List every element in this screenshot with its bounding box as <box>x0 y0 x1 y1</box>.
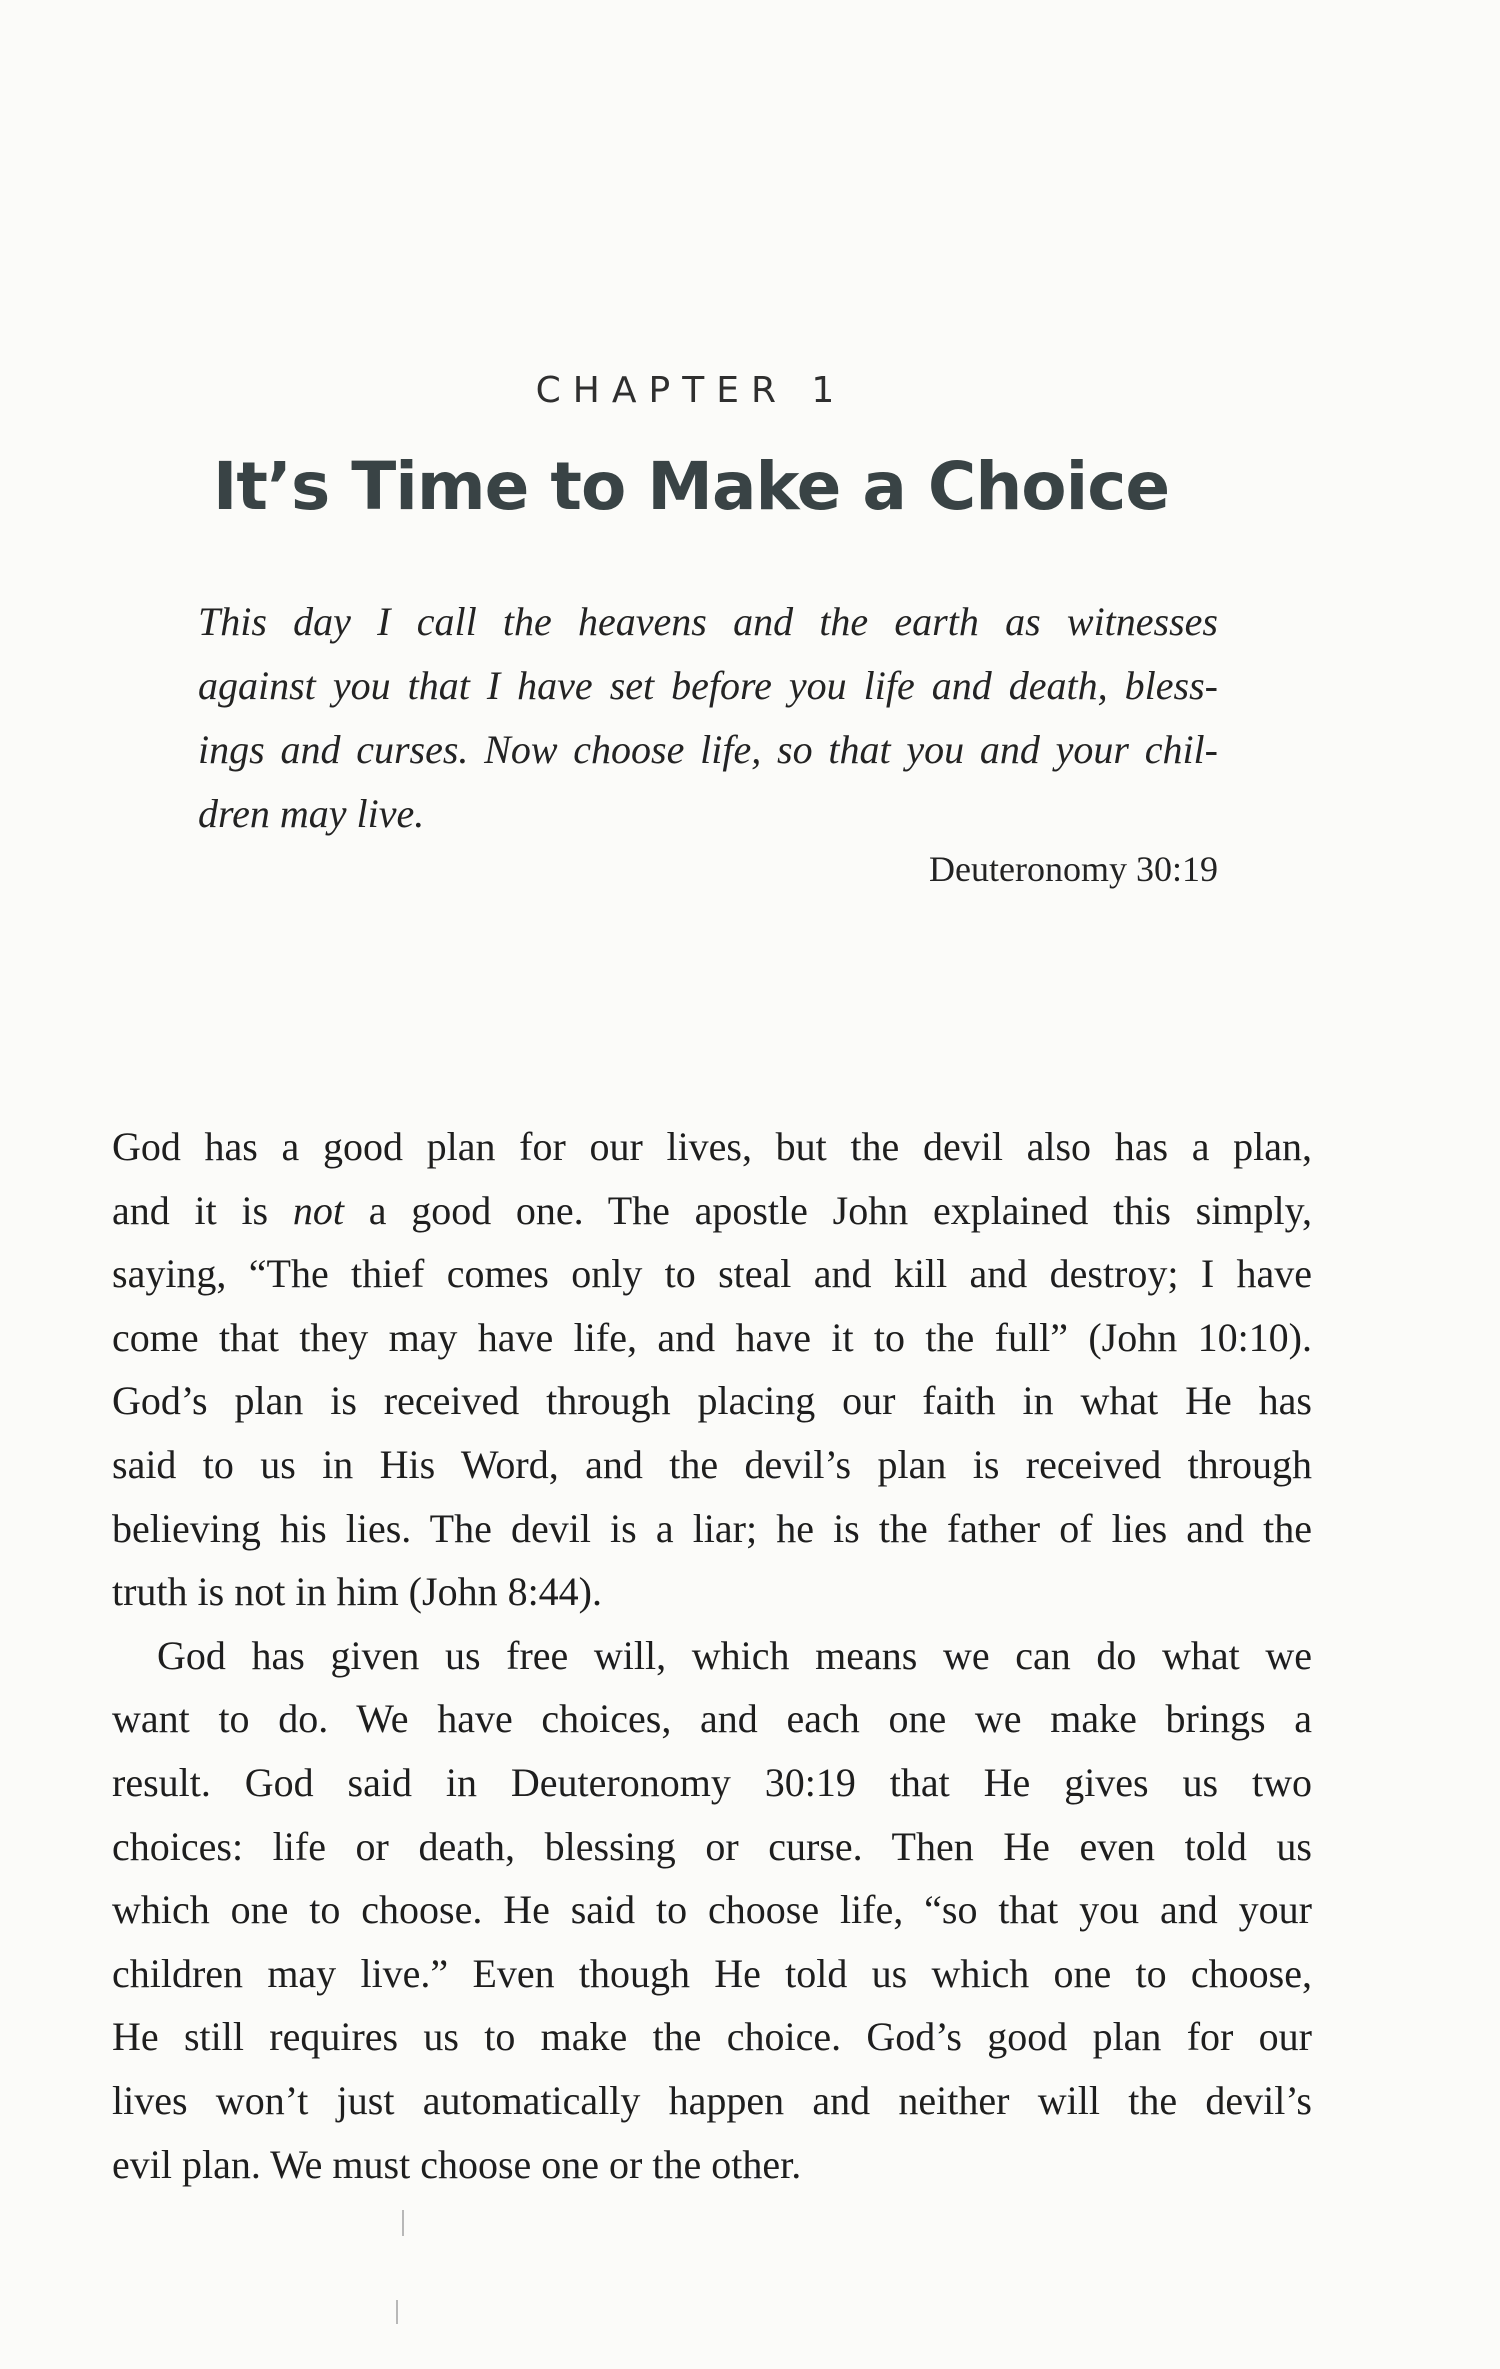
body-line: lives won’t just automatically happen and neither will the devil’s <box>112 2077 1312 2123</box>
epigraph-quote <box>198 590 1218 846</box>
body-line: evil plan. We must choose one or the other. <box>112 2141 802 2187</box>
scan-mark <box>402 2210 404 2236</box>
epigraph-reference: Deuteronomy 30:19 <box>929 849 1218 889</box>
epigraph-line: dren may live. <box>198 791 425 836</box>
body-line: truth is not in him (John 8:44). <box>112 1569 602 1615</box>
emphasis-not: not <box>292 1187 344 1233</box>
body-line: saying, “The thief comes only to steal and kill and destroy; I have <box>112 1251 1312 1297</box>
chapter-label: CHAPTER 1 <box>535 370 847 411</box>
body-line: result. God said in Deuteronomy 30:19 that He gives us two <box>112 1759 1312 1805</box>
body-line-with-emphasis: and it is not a good one. The apostle John explained this simply, <box>112 1187 1312 1233</box>
epigraph-line: against you that I have set before you life and death, bless- <box>198 663 1218 708</box>
paragraph-1 <box>112 1115 1312 1624</box>
body-line: believing his lies. The devil is a liar; he is the father of lies and the <box>112 1505 1312 1551</box>
body-line: said to us in His Word, and the devil’s plan is received through <box>112 1441 1312 1487</box>
scan-mark <box>396 2300 398 2324</box>
body-line: He still requires us to make the choice. God’s good plan for our <box>112 2014 1312 2060</box>
body-line: children may live.” Even though He told us which one to choose, <box>112 1950 1312 1996</box>
body-line: choices: life or death, blessing or curse. Then He even told us <box>112 1823 1312 1869</box>
body-line: come that they may have life, and have it to the full” (John 10:10). <box>112 1314 1312 1360</box>
chapter-title: It’s Time to Make a Choice <box>212 448 1170 525</box>
body-line: which one to choose. He said to choose life, “so that you and your <box>112 1887 1312 1933</box>
body-text <box>112 1115 1312 2196</box>
body-line: God has given us free will, which means we can do what we <box>157 1632 1312 1678</box>
paragraph-2 <box>112 1624 1312 2196</box>
body-line: God has a good plan for our lives, but the devil also has a plan, <box>112 1124 1312 1169</box>
epigraph-line: This day I call the heavens and the earth as witnesses <box>198 599 1218 644</box>
body-line: God’s plan is received through placing our faith in what He has <box>112 1378 1312 1424</box>
body-line: want to do. We have choices, and each one we make brings a <box>112 1696 1312 1742</box>
epigraph-line: ings and curses. Now choose life, so that you and your chil- <box>198 727 1218 772</box>
